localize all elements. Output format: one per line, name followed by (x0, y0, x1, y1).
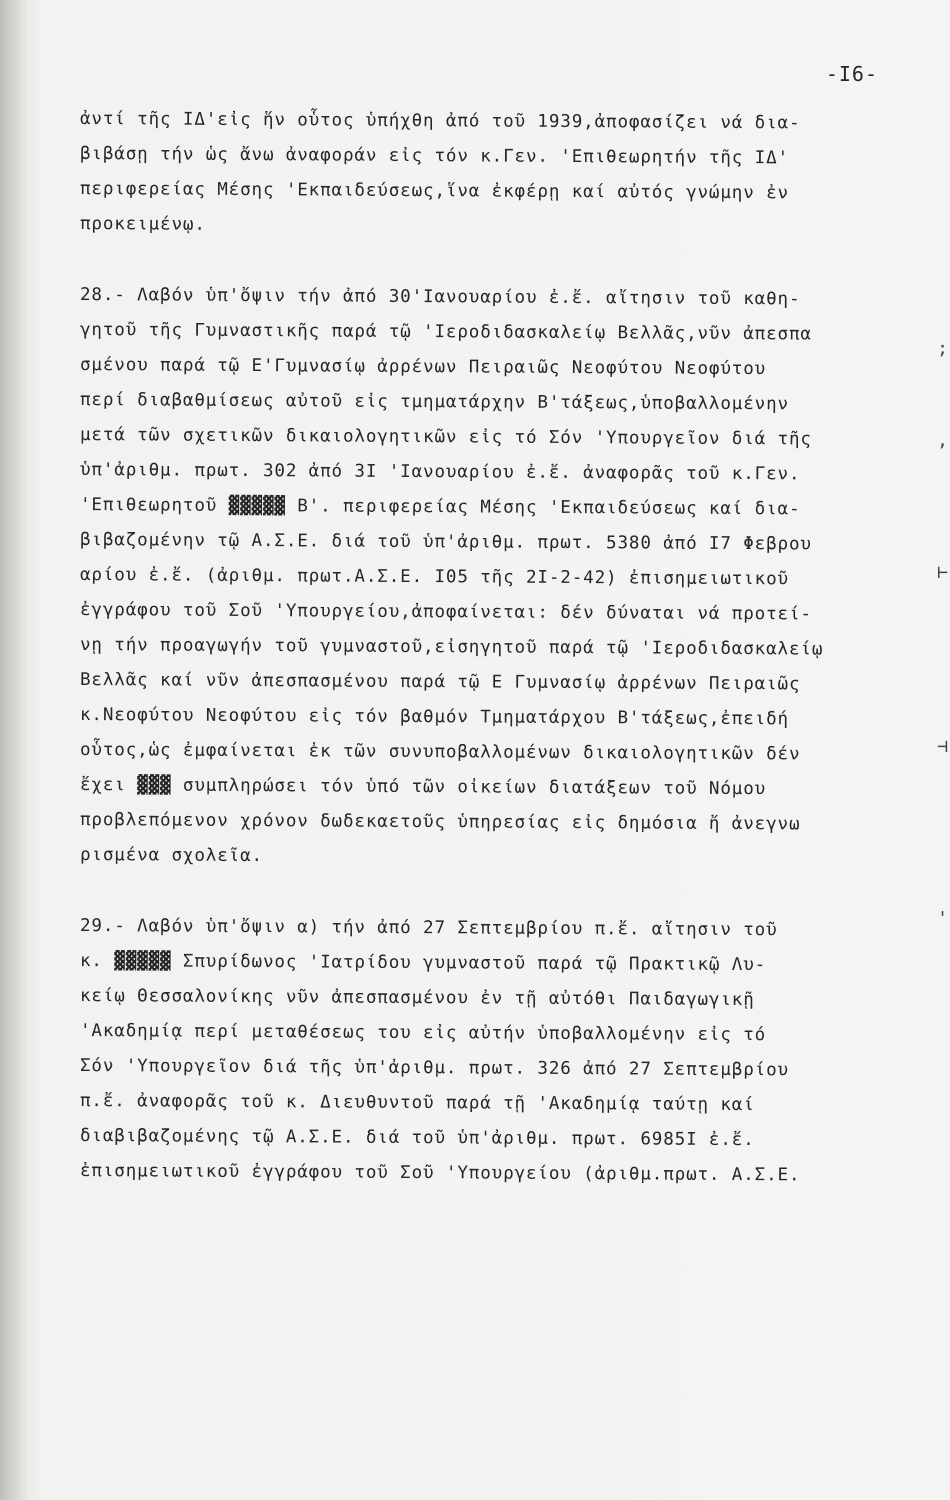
text-line: σμένου παρά τῷ Ε'Γυμνασίῳ ἀρρένων Πειραιῶς Νεοφύτου Νεοφύτου (79, 355, 767, 380)
text-line: προβλεπόμενον χρόνον δωδεκαετοῦς ὑπηρεσίας εἰς δημόσια ἤ ἀνεγνω (79, 810, 801, 835)
text-line: ἀντί τῆς ΙΔ'εἰς ἥν οὗτος ὑπήχθη ἀπό τοῦ 1939,ἀποφασίζει νά δια- (79, 109, 801, 134)
text-line: 29.- Λαβόν ὑπ'ὄψιν α) τήν ἀπό 27 Σεπτεμβρίου π.ἔ. αἴτησιν τοῦ (79, 916, 778, 941)
text-line: 'Επιθεωρητοῦ ▓▓▓▓▓ Β'. περιφερείας Μέσης 'Εκπαιδεύσεως καί δια- (79, 495, 801, 520)
text-line: ρισμένα σχολεῖα. (79, 845, 264, 867)
text-line: περιφερείας Μέσης 'Εκπαιδεύσεως,ἵνα ἐκφέρῃ καί αὐτός γνώμην ἐν (79, 179, 790, 204)
text-line: αρίου ἐ.ἔ. (ἀριθμ. πρωτ.Α.Σ.Ε. I05 τῆς 2I-2-42) ἐπισημειωτικοῦ (79, 565, 790, 590)
text-line: κ. ▓▓▓▓▓ Σπυρίδωνος 'Ιατρίδου γυμναστοῦ παρά τῷ Πρακτικῷ Λυ- (79, 951, 767, 976)
text-line: π.ἔ. ἀναφορᾶς τοῦ κ. Διευθυντοῦ παρά τῇ 'Ακαδημίᾳ ταύτῃ καί (79, 1091, 755, 1116)
text-line: περί διαβαθμίσεως αὐτοῦ εἰς τμηματάρχην Β'τάξεως,ὑποβαλλομένην (79, 390, 790, 415)
margin-marks: ; , ⊢ ⊣ ' (937, 338, 948, 929)
paragraph-gap (80, 873, 910, 909)
scan-edge-shadow (0, 0, 28, 1500)
text-line: γητοῦ τῆς Γυμναστικῆς παρά τῷ 'Ιεροδιδασκαλείῳ Βελλᾶς,νῦν ἀπεσπα (79, 320, 812, 345)
paragraph-gap (80, 242, 910, 278)
text-line: βιβάσῃ τήν ὡς ἄνω ἀναφοράν εἰς τόν κ.Γεν. 'Επιθεωρητήν τῆς ΙΔ' (79, 144, 790, 169)
text-line: κείῳ Θεσσαλονίκης νῦν ἀπεσπασμένου ἐν τῇ αὐτόθι Παιδαγωγικῇ (79, 986, 755, 1011)
page-number: -I6- (825, 62, 878, 86)
text-line: ἐγγράφου τοῦ Σοῦ 'Υπουργείου,ἀποφαίνεται: δέν δύναται νά προτεί- (79, 600, 812, 625)
text-line: ἐπισημειωτικοῦ ἐγγράφου τοῦ Σοῦ 'Υπουργείου (ἀριθμ.πρωτ. Α.Σ.Ε. (79, 1161, 801, 1186)
text-line: προκειμένῳ. (79, 214, 206, 235)
text-line: οὗτος,ὡς ἐμφαίνεται ἐκ τῶν συνυποβαλλομένων δικαιολογητικῶν δέν (79, 740, 801, 765)
text-line: Βελλᾶς καί νῦν ἀπεσπασμένου παρά τῷ Ε Γυμνασίῳ ἀρρένων Πειραιῶς (79, 670, 801, 695)
text-line: διαβιβαζομένης τῷ Α.Σ.Ε. διά τοῦ ὑπ'ἀριθμ. πρωτ. 6985I ἐ.ἔ. (79, 1126, 755, 1151)
text-line: ὑπ'ἀριθμ. πρωτ. 302 ἀπό 3I 'Ιανουαρίου ἐ.ἔ. ἀναφορᾶς τοῦ κ.Γεν. (79, 460, 801, 485)
text-line: 28.- Λαβόν ὑπ'ὄψιν τήν ἀπό 30'Ιανουαρίου ἐ.ἔ. αἴτησιν τοῦ καθη- (79, 285, 801, 310)
text-line: 'Ακαδημίᾳ περί μεταθέσεως του εἰς αὐτήν ὑποβαλλομένην εἰς τό (79, 1021, 767, 1046)
text-line: βιβαζομένην τῷ Α.Σ.Ε. διά τοῦ ὑπ'ἀριθμ. πρωτ. 5380 ἀπό I7 Φεβρου (79, 530, 812, 555)
text-line: μετά τῶν σχετικῶν δικαιολογητικῶν εἰς τό Σόν 'Υπουργεῖον διά τῆς (79, 425, 812, 450)
text-line: ἔχει ▓▓▓ συμπληρώσει τόν ὑπό τῶν οἰκείων διατάξεων τοῦ Νόμου (79, 775, 767, 800)
text-line: κ.Νεοφύτου Νεοφύτου εἰς τόν βαθμόν Τμηματάρχου Β'τάξεως,ἐπειδή (79, 705, 790, 730)
body-text (80, 102, 910, 1189)
text-line: νῃ τήν προαγωγήν τοῦ γυμναστοῦ,εἰσηγητοῦ παρά τῷ 'Ιεροδιδασκαλείῳ (79, 635, 824, 660)
text-line: Σόν 'Υπουργεῖον διά τῆς ὑπ'ἀριθμ. πρωτ. 326 ἀπό 27 Σεπτεμβρίου (79, 1056, 790, 1081)
